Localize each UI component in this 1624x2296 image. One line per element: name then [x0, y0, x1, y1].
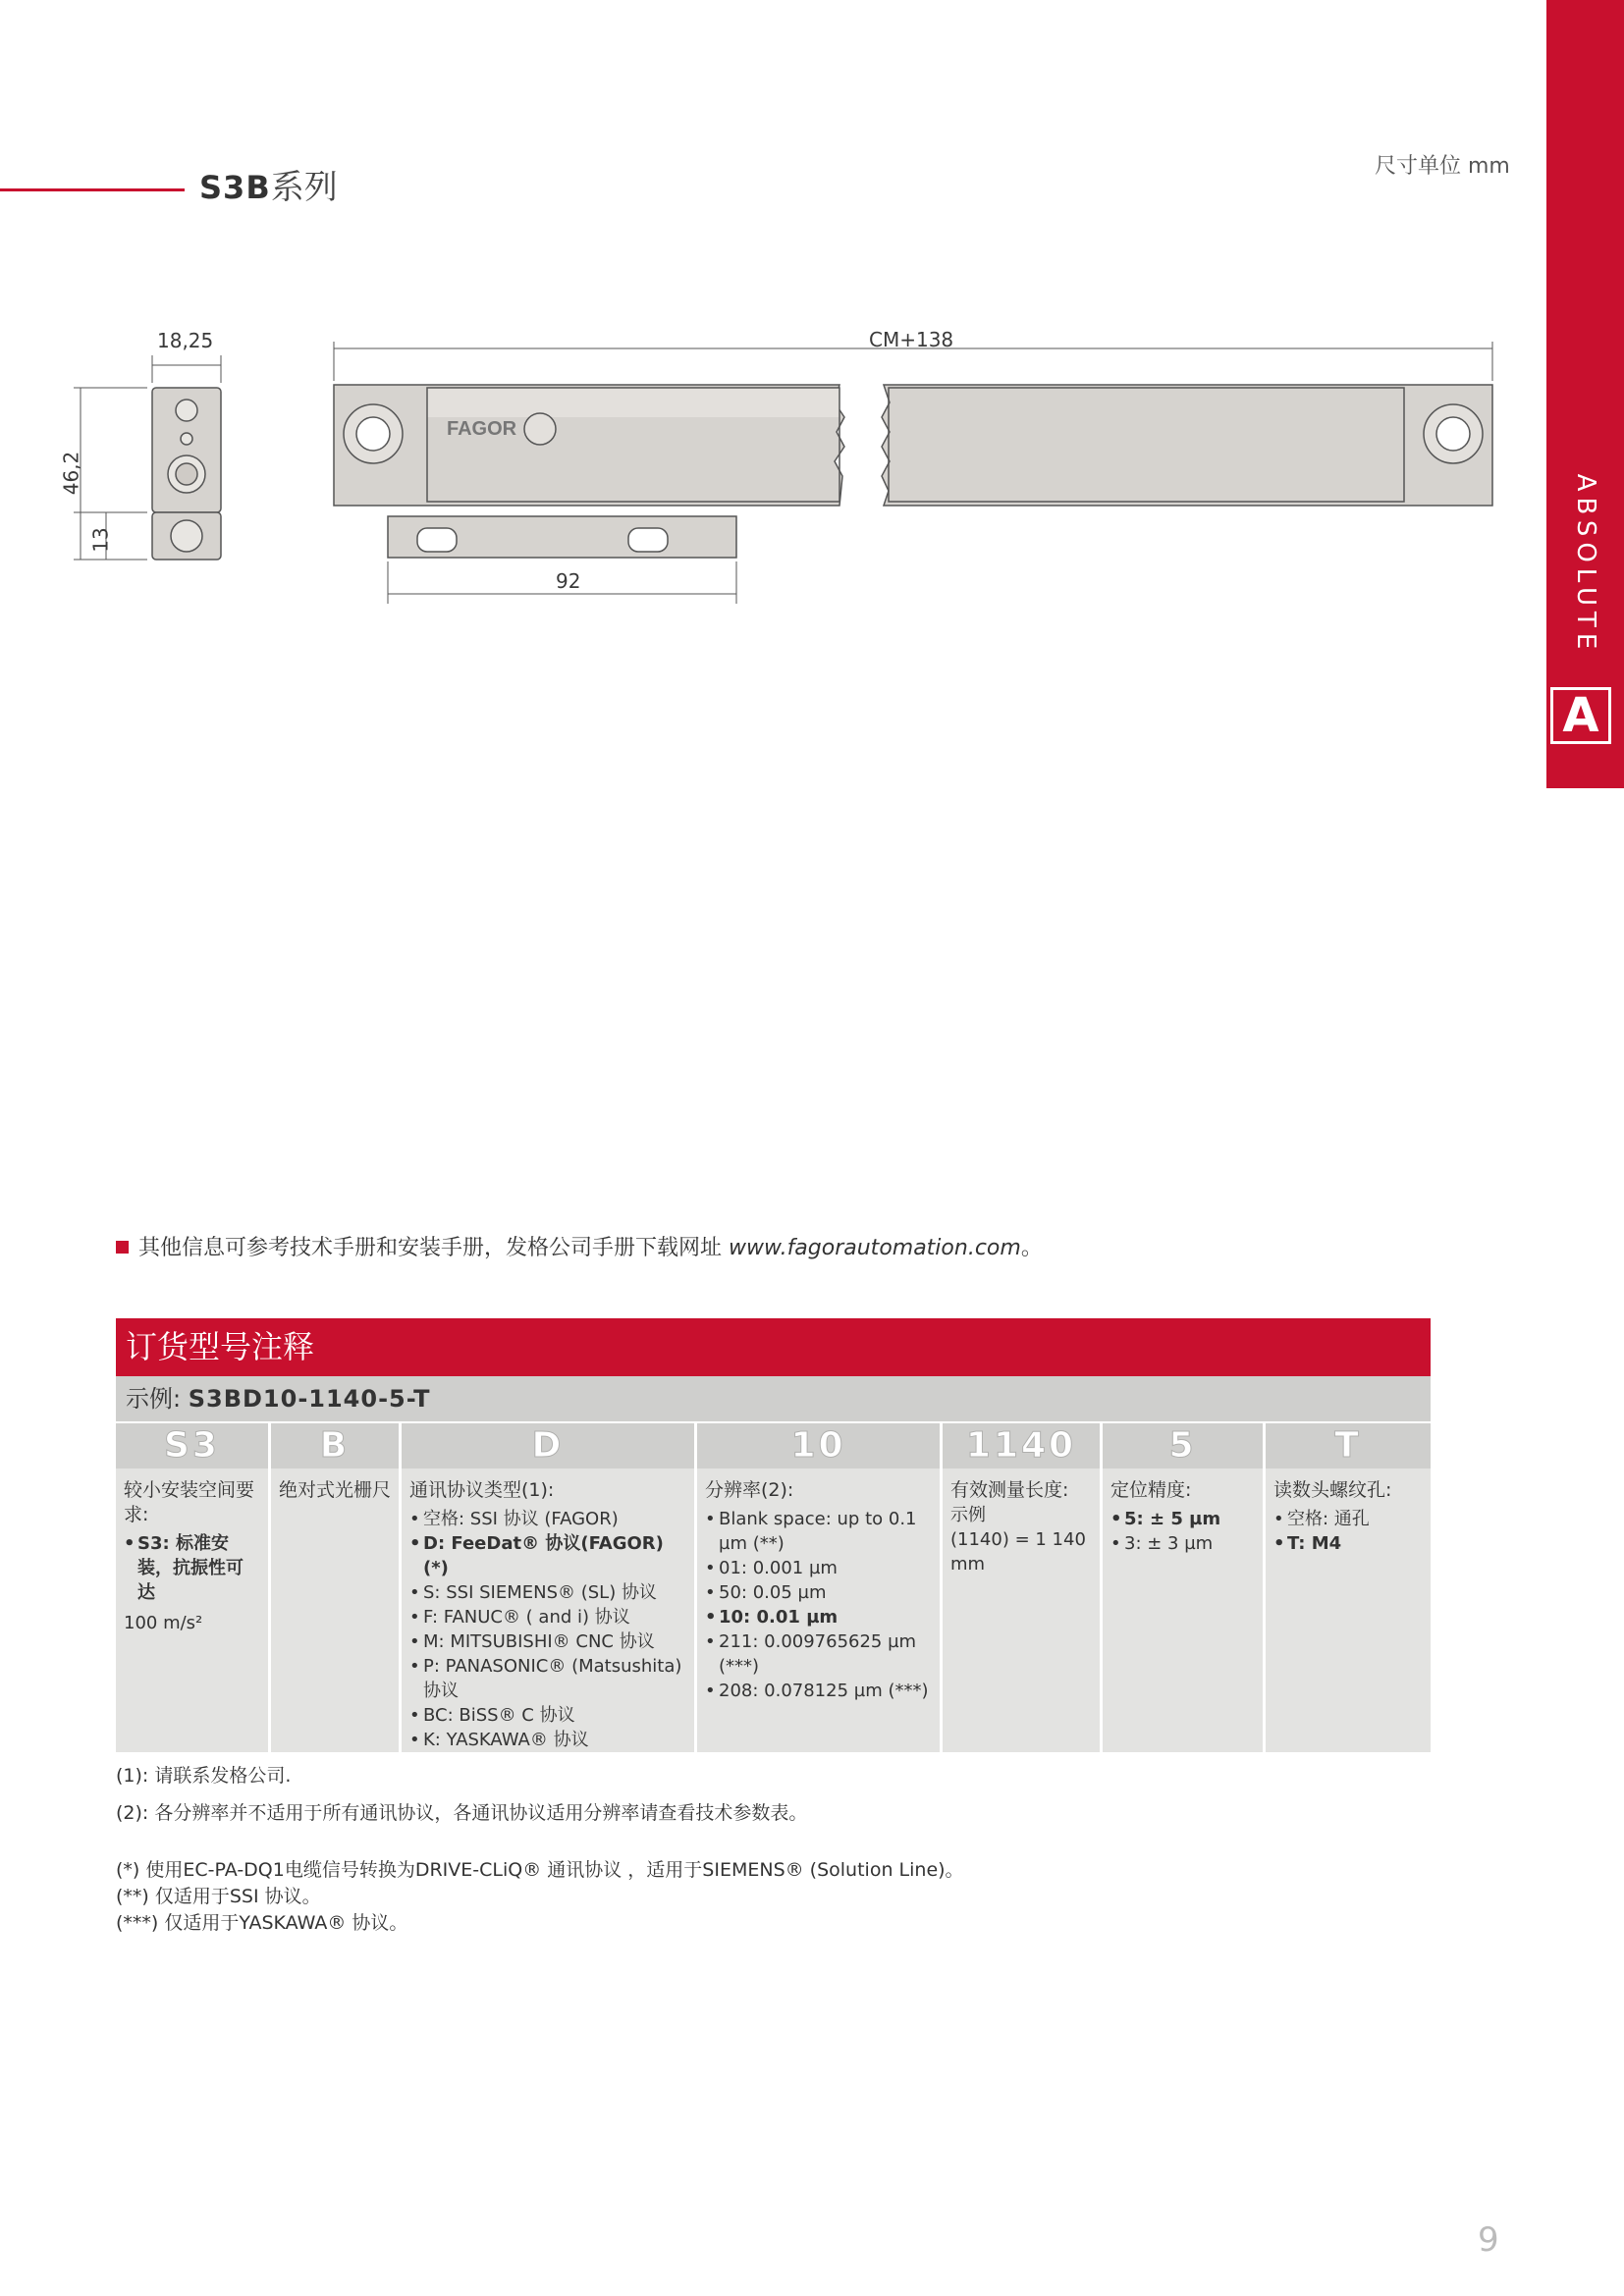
- brand-logo: FAGOR: [447, 418, 517, 440]
- list-item: • S3: 标准安装，抗振性可达: [124, 1531, 260, 1605]
- column-label: 分辨率(2):: [705, 1479, 794, 1501]
- footnote-star-1: (*) 使用EC-PA-DQ1电缆信号转换为DRIVE-CLiQ® 通讯协议 ，适用于SIEMENS® (Solution Line)。: [116, 1859, 964, 1881]
- column-b: [271, 1423, 399, 1752]
- list-item: • F: FANUC® ( and i) 协议: [409, 1605, 686, 1629]
- column-extra: 100 m/s²: [124, 1613, 203, 1633]
- list-item: • 01: 0.001 µm: [705, 1556, 932, 1580]
- footnote-2: (2): 各分辨率并不适用于所有通讯协议，各通讯协议适用分辨率请查看技术参数表。: [116, 1802, 808, 1824]
- column-code: 10: [697, 1423, 940, 1468]
- dim-height-head: 13: [88, 527, 113, 553]
- order-table-title: 订货型号注释: [116, 1318, 1431, 1376]
- column-d: [402, 1423, 694, 1752]
- footnote-1: (1): 请联系发格公司.: [116, 1765, 292, 1787]
- dim-height-total: 46,2: [59, 451, 83, 496]
- column-s3: [116, 1423, 268, 1752]
- column-5: [1103, 1423, 1263, 1752]
- column-code: D: [402, 1423, 694, 1468]
- column-10: [697, 1423, 940, 1752]
- list-item: • BC: BiSS® C 协议: [409, 1703, 686, 1728]
- list-item: • 空格: SSI 协议 (FAGOR): [409, 1507, 686, 1531]
- column-code: 5: [1103, 1423, 1263, 1468]
- list-item: • 208: 0.078125 µm (***): [705, 1679, 932, 1703]
- series-title: S3B系列: [199, 168, 338, 207]
- column-label: 读数头螺纹孔:: [1273, 1479, 1392, 1501]
- website-link[interactable]: www.fagorautomation.com: [729, 1236, 1021, 1260]
- list-item: • P: PANASONIC® (Matsushita) 协议: [409, 1654, 686, 1703]
- dim-length: CM+138: [869, 328, 954, 351]
- column-code: T: [1266, 1423, 1431, 1468]
- list-item: • T: M4: [1273, 1531, 1423, 1556]
- side-tab: [1546, 0, 1624, 788]
- bullet-square: [116, 1241, 129, 1254]
- column-code: B: [271, 1423, 399, 1468]
- list-item: • 5: ± 5 µm: [1110, 1507, 1255, 1531]
- column-line: 示例: [950, 1505, 986, 1525]
- column-1140: [943, 1423, 1100, 1752]
- column-code: S3: [116, 1423, 268, 1468]
- list-item: • M: MITSUBISHI® CNC 协议: [409, 1629, 686, 1654]
- column-t: [1266, 1423, 1431, 1752]
- list-item: • 50: 0.05 µm: [705, 1580, 932, 1605]
- column-label: 绝对式光栅尺: [279, 1479, 392, 1501]
- units-note: 尺寸单位 mm: [1375, 154, 1510, 179]
- list-item: • D: FeeDat® 协议(FAGOR) (*): [409, 1531, 686, 1580]
- page-number: 9: [1478, 2220, 1499, 2260]
- scale-body: [334, 385, 1492, 558]
- list-item: • 10: 0.01 µm: [705, 1605, 932, 1629]
- column-label: 通讯协议类型(1):: [409, 1479, 555, 1501]
- dim-head-length: 92: [556, 569, 581, 593]
- list-item: • 空格: 通孔: [1273, 1507, 1423, 1531]
- column-label: 较小安装空间要求:: [124, 1479, 255, 1525]
- side-tab-letter: A: [1550, 687, 1611, 744]
- list-item: • Blank space: up to 0.1 µm (**): [705, 1507, 932, 1556]
- title-rule: [0, 188, 185, 191]
- dimension-drawing: [59, 314, 1512, 609]
- column-code: 1140: [943, 1423, 1100, 1468]
- footnote-star-3: (***) 仅适用于YASKAWA® 协议。: [116, 1912, 408, 1934]
- list-item: • 211: 0.009765625 µm (***): [705, 1629, 932, 1679]
- column-label: 有效测量长度:: [950, 1479, 1069, 1501]
- dim-width-side: 18,25: [157, 329, 214, 352]
- list-item: • K: YASKAWA® 协议: [409, 1728, 686, 1752]
- column-label: 定位精度:: [1110, 1479, 1192, 1501]
- list-item: • 3: ± 3 µm: [1110, 1531, 1255, 1556]
- column-line: (1140) = 1 140 mm: [950, 1529, 1086, 1575]
- order-example: 示例: S3BD10-1140-5-T: [116, 1376, 1431, 1421]
- info-line: 其他信息可参考技术手册和安装手册，发格公司手册下载网址 www.fagorautomation.com。: [116, 1231, 1043, 1261]
- side-tab-label: ABSOLUTE: [1570, 473, 1600, 656]
- side-view: [152, 388, 221, 560]
- list-item: • S: SSI SIEMENS® (SL) 协议: [409, 1580, 686, 1605]
- footnote-star-2: (**) 仅适用于SSI 协议。: [116, 1886, 321, 1907]
